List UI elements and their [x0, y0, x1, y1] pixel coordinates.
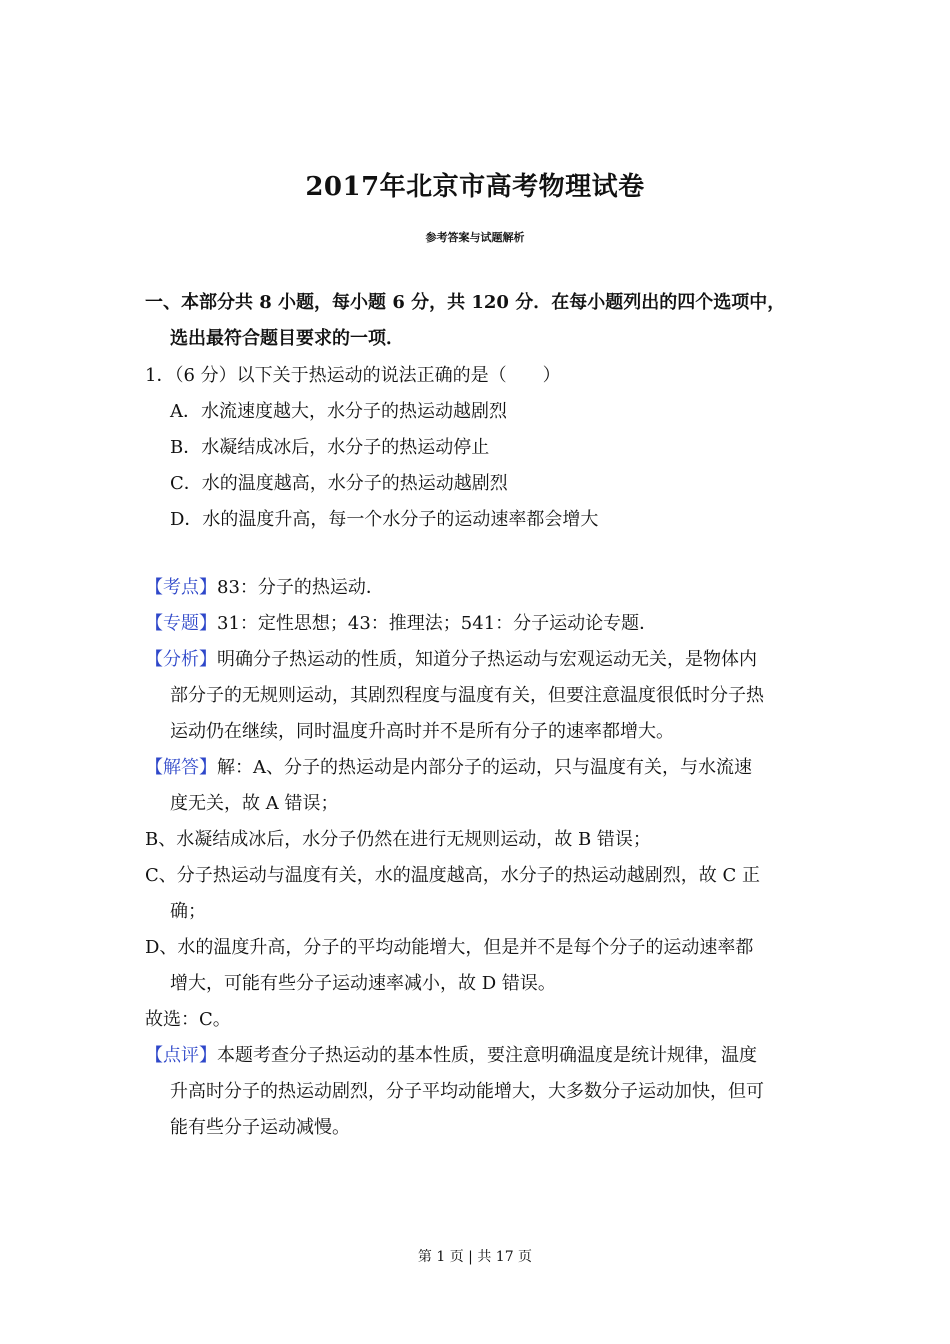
zhuanti-tag: 【专题】 — [145, 613, 217, 634]
zhuanti-text: 31：定性思想；43：推理法；541：分子运动论专题． — [217, 613, 658, 634]
fenxi-first-line — [145, 645, 757, 671]
kaodian-tag: 【考点】 — [145, 577, 217, 598]
fenxi-line1: 明确分子热运动的性质，知道分子热运动与宏观运动无关，是物体内 — [217, 649, 757, 670]
dianping-first-line — [145, 1041, 757, 1067]
option-a: A．水流速度越大，水分子的热运动越剧烈 — [170, 401, 507, 422]
dianping-line1: 本题考查分子热运动的基本性质，要注意明确温度是统计规律，温度 — [217, 1045, 757, 1066]
dianping-tag: 【点评】 — [145, 1045, 217, 1066]
kaodian-block — [145, 573, 384, 599]
zhuanti-block — [145, 609, 657, 635]
dianping-line2: 升高时分子的热运动剧烈，分子平均动能增大，大多数分子运动加快，但可 — [170, 1081, 764, 1102]
option-c: C．水的温度越高，水分子的热运动越剧烈 — [170, 473, 508, 494]
page-subtitle: 参考答案与试题解析 — [425, 231, 525, 244]
fenxi-line3: 运动仍在继续，同时温度升高时并不是所有分子的速率都增大。 — [170, 721, 674, 742]
jieda-tag: 【解答】 — [145, 757, 217, 778]
page-footer: 第 1 页 | 共 17 页 — [417, 1249, 533, 1265]
kaodian-text: 83：分子的热运动． — [217, 577, 384, 598]
option-b: B．水凝结成冰后，水分子的热运动停止 — [170, 437, 490, 458]
fenxi-line2: 部分子的无规则运动，其剧烈程度与温度有关，但要注意温度很低时分子热 — [170, 685, 764, 706]
jieda-line2: 度无关，故 A 错误； — [170, 793, 339, 814]
question-stem: 1．（6 分）以下关于热运动的说法正确的是（ ） — [145, 365, 561, 386]
jieda-line1: 解：A、分子的热运动是内部分子的运动，只与温度有关，与水流速 — [217, 757, 752, 778]
jieda-d-line2: 增大，可能有些分子运动速率减小，故 D 错误。 — [170, 973, 556, 994]
jieda-c-line1: C、分子热运动与温度有关，水的温度越高，水分子的热运动越剧烈，故 C 正 — [145, 865, 760, 886]
section-heading — [145, 285, 810, 357]
jieda-d-line1: D、水的温度升高，分子的平均动能增大，但是并不是每个分子的运动速率都 — [145, 937, 754, 958]
section-heading-line2: 选出最符合题目要求的一项． — [170, 328, 404, 349]
option-d: D．水的温度升高，每一个水分子的运动速率都会增大 — [170, 509, 599, 530]
jieda-c-line2: 确； — [170, 901, 206, 922]
jieda-first-line — [145, 753, 752, 779]
jieda-b-line: B、水凝结成冰后，水分子仍然在进行无规则运动，故 B 错误； — [145, 829, 651, 850]
jieda-answer: 故选：C。 — [145, 1009, 231, 1030]
page-title: 2017年北京市高考物理试卷 — [305, 172, 645, 202]
dianping-line3: 能有些分子运动减慢。 — [170, 1117, 350, 1138]
fenxi-tag: 【分析】 — [145, 649, 217, 670]
section-heading-line1: 一、本部分共 8 小题，每小题 6 分，共 120 分．在每小题列出的四个选项中， — [145, 292, 786, 313]
